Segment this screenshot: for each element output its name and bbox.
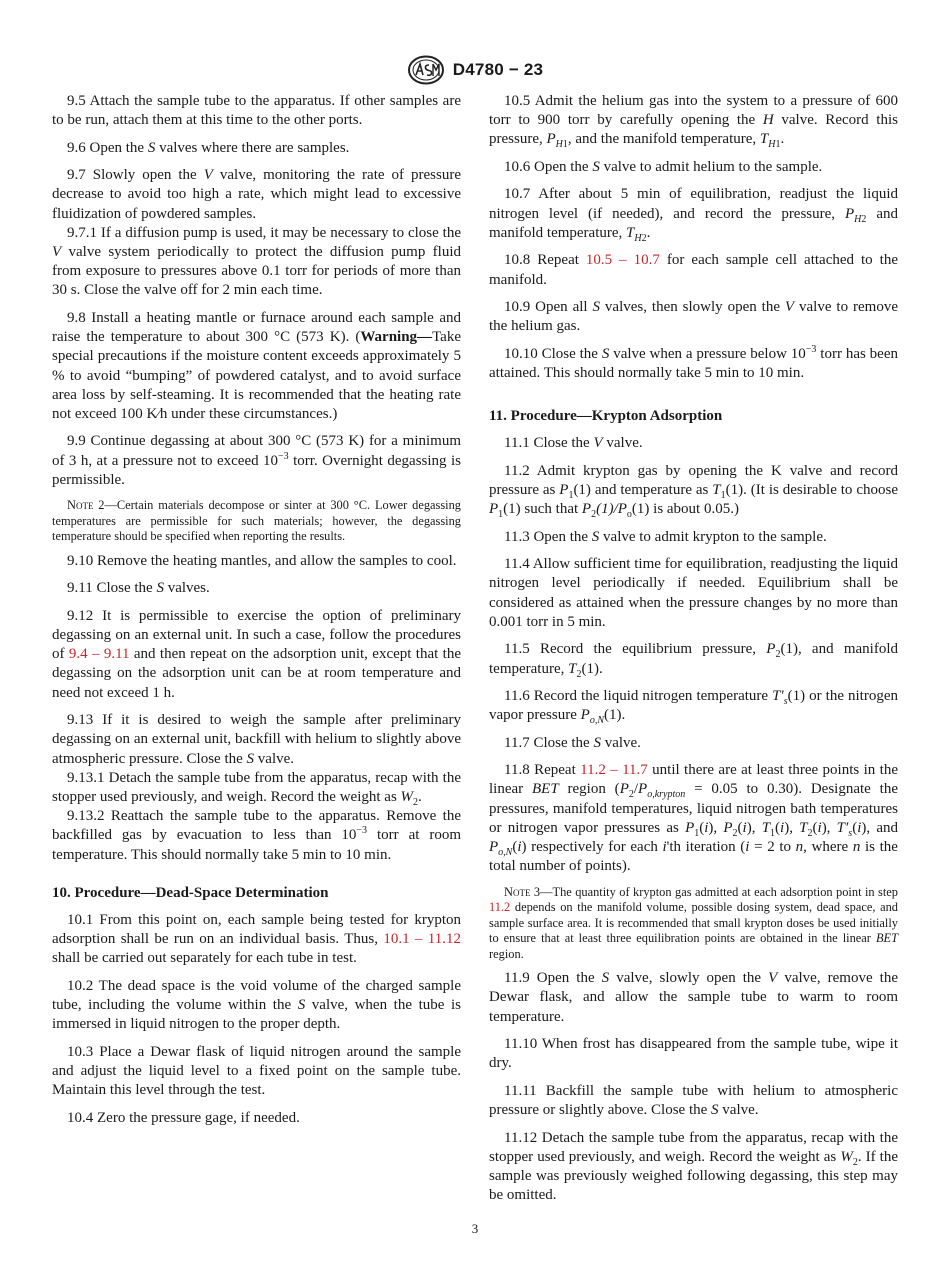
paragraph-9-13-2: 9.13.2 Reattach the sample tube to the apparatus. Remove the backfilled gas by evacuation to less than $10^{-3}$ torr at room temperature. This should normally take 5 min to 10 min. [52, 808, 461, 863]
note-3: Note 3—The quantity of krypton gas admitted at each adsorption point in step 11.2 depends on the manifold volume, possible dosing system, dead space, and sample surface area. It is recommended that small krypton doses be used initially to ensure that at least three equilibration points are obtained in the linear BET region. [489, 884, 898, 961]
paragraph-9-13: 9.13 If it is desired to weigh the sample after preliminary degassing on an external unit, backfill with helium to slightly above atmospheric pressure. Close the S valve. [52, 712, 461, 767]
section-heading-11: 11. Procedure—Krypton Adsorption [489, 408, 723, 425]
paragraph-9-7: 9.7 Slowly open the V valve, monitoring the rate of pressure decrease to avoid too high a rate, which might lead to excessive fluidization of powdered samples. [52, 167, 461, 222]
cross-reference-link[interactable]: 9.4 – 9.11 [68, 646, 130, 663]
note-2: Note 2—Certain materials decompose or sinter at 300 °C. Lower degassing temperatures are permissible for such materials; however, the degassing temperature should be specified when reporting the results. [52, 498, 461, 544]
paragraph-9-10: 9.10 Remove the heating mantles, and allow the samples to cool. [67, 552, 457, 569]
paragraph-10-6: 10.6 Open the S valve to admit helium to the sample. [504, 158, 823, 175]
page-header [0, 55, 950, 85]
cross-reference-link[interactable]: 11.2 – 11.7 [580, 762, 648, 779]
paragraph-11-1: 11.1 Close the V valve. [504, 435, 643, 452]
paragraph-11-11: 11.11 Backfill the sample tube with helium to atmospheric pressure or slightly above. Close the S valve. [489, 1082, 898, 1119]
cross-reference-link[interactable]: 11.2 [489, 900, 511, 915]
paragraph-9-6: 9.6 Open the S valves where there are samples. [67, 139, 350, 156]
page-number: 3 [471, 1221, 479, 1236]
paragraph-10-8: 10.8 Repeat 10.5 – 10.7 for each sample cell attached to the manifold. [489, 252, 899, 288]
astm-logo-icon [407, 55, 445, 85]
paragraph-10-4: 10.4 Zero the pressure gage, if needed. [67, 1109, 300, 1126]
cross-reference-link[interactable]: 10.1 – 11.12 [383, 931, 461, 948]
paragraph-9-11: 9.11 Close the S valves. [67, 580, 210, 597]
paragraph-9-7-1: 9.7.1 If a diffusion pump is used, it may be necessary to close the V valve system periodically to protect the diffusion pump fluid from exposure to pressures above 0.1 torr for periods of more than 30 s. Close the valve off for 2 min each time. [52, 224, 461, 299]
paragraph-11-3: 11.3 Open the S valve to admit krypton to the sample. [504, 528, 827, 545]
paragraph-11-2: 11.2 Admit krypton gas by opening the K valve and record pressure as $P_1(1)$ and temperature as $T_1(1)$. (It is desirable to choose $P_1(1)$ such that $P_2(1)/P_o(1)$ is about 0.05.) [489, 462, 898, 521]
paragraph-9-12: 9.12 It is permissible to exercise the option of preliminary degassing on an external unit. In such a case, follow the procedures of 9.4 – 9.11 and then repeat on the adsorption unit, except that the degassing on the adsorption unit can be at room temperature and need not exceed 1 h. [52, 607, 461, 701]
paragraph-11-12: 11.12 Detach the sample tube from the apparatus, recap with the stopper used previously, and weigh. Record the weight as $W_2$. If the sample was previously weighed following degassing, this step may be omitted. [489, 1129, 898, 1204]
paragraph-11-6: 11.6 Record the liquid nitrogen temperature $T'_s(1)$ or the nitrogen vapor pressure $P_{o,N}(1)$. [489, 688, 898, 727]
paragraph-11-9: 11.9 Open the S valve, slowly open the V valve, remove the Dewar flask, and allow the sample tube to warm to room temperature. [489, 970, 898, 1025]
left-column [52, 92, 461, 1136]
paragraph-10-5: 10.5 Admit the helium gas into the system to a pressure of 600 torr to 900 torr by carefully opening the H valve. Record this pressure, $P_{H1}$, and the manifold temperature, $T_{H1}$. [489, 93, 898, 151]
paragraph-9-5: 9.5 Attach the sample tube to the apparatus. If other samples are to be run, attach them at this time to the other ports. [52, 93, 461, 129]
paragraph-9-8: 9.8 Install a heating mantle or furnace around each sample and raise the temperature to about 300 °C (573 K). (Warning—Take special precautions if the moisture content exceeds approximately 5 % to avoid “bumping” of powdered catalyst, and to avoid surface area loss by self-steaming. It is recommended that the heating rate not exceed 100 K⁄h under these circumstances.) [52, 309, 461, 422]
paragraph-10-7: 10.7 After about 5 min of equilibration, readjust the liquid nitrogen level (if needed), and record the pressure, $P_{H2}$ and manifold temperature, $T_{H2}$. [489, 186, 898, 244]
document-designation: D4780 − 23 [452, 60, 544, 79]
paragraph-11-4: 11.4 Allow sufficient time for equilibration, readjusting the liquid nitrogen level periodically if needed. Equilibrium shall be considered as attained when the pressure changes by no more than 0.001 torr in 5 min. [489, 556, 898, 630]
paragraph-10-10: 10.10 Close the S valve when a pressure below $10^{-3}$ torr has been attained. This should normally take 5 min to 10 min. [489, 343, 898, 381]
paragraph-10-2: 10.2 The dead space is the void volume of the charged sample tube, including the volume within the S valve, when the tube is immersed in liquid nitrogen to the proper depth. [52, 977, 461, 1033]
paragraph-11-5: 11.5 Record the equilibrium pressure, $P_2(1)$, and manifold temperature, $T_2(1)$. [489, 641, 898, 680]
paragraph-11-8: 11.8 Repeat 11.2 – 11.7 until there are at least three points in the linear BET region ($P_2/P_{o,krypton} = 0.05$ to 0.30). Designate the pressures, manifold temperatures, liquid nitrogen bath temperatures or nitrogen vapor pressures as $P_1(i)$, $P_2(i)$, $T_1(i)$, $T_2(i)$, $T'_s(i)$, and $P_{o,N}(i)$ respectively for each i'th iteration (i = 2 to n, where n is the total number of points). [489, 762, 898, 875]
right-column [489, 92, 898, 1214]
paragraph-10-3: 10.3 Place a Dewar flask of liquid nitrogen around the sample and adjust the liquid level to a fixed point on the sample tube. Maintain this level through the test. [52, 1043, 461, 1099]
paragraph-9-9: 9.9 Continue degassing at about 300 °C (573 K) for a minimum of 3 h, at a pressure not to exceed $10^{-3}$ torr. Overnight degassing is permissible. [52, 433, 461, 488]
paragraph-11-7: 11.7 Close the S valve. [504, 734, 641, 751]
paragraph-10-1: 10.1 From this point on, each sample being tested for krypton adsorption shall be run on an individual basis. Thus, 10.1 – 11.12 shall be carried out separately for each tube in test. [52, 911, 461, 967]
paragraph-9-13-1: 9.13.1 Detach the sample tube from the apparatus, recap with the stopper used previously, and weigh. Record the weight as $W_2$. [52, 769, 461, 808]
paragraph-11-10: 11.10 When frost has disappeared from the sample tube, wipe it dry. [489, 1036, 898, 1072]
paragraph-10-9: 10.9 Open all S valves, then slowly open the V valve to remove the helium gas. [489, 299, 898, 335]
cross-reference-link[interactable]: 10.5 – 10.7 [585, 252, 660, 269]
section-heading-10: 10. Procedure—Dead-Space Determination [52, 884, 329, 901]
